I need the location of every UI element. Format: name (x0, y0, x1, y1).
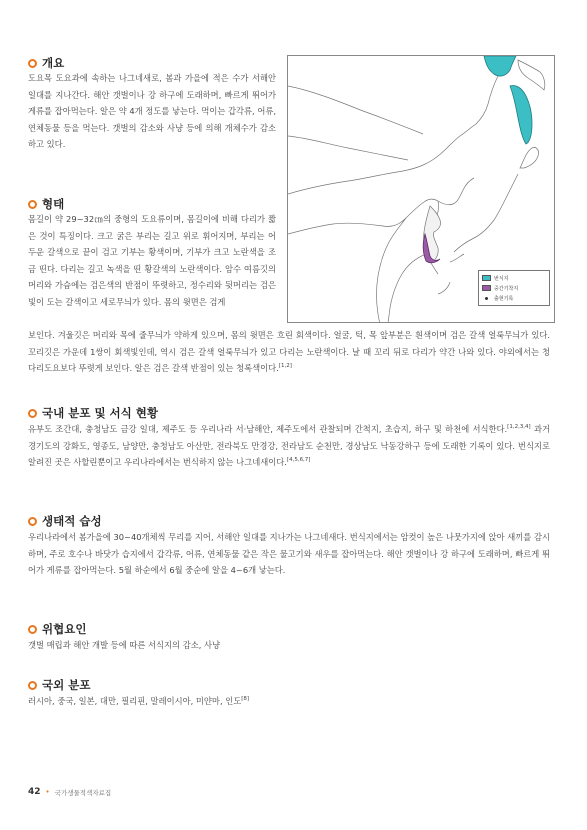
section-bullet-icon (28, 200, 37, 209)
overseas-heading: 국외 분포 (28, 677, 90, 693)
page-footer (28, 787, 111, 797)
morphology-text-wide: 보인다. 겨울깃은 머리와 목에 줄무늬가 약하게 있으며, 몸의 윗면은 흐린 회색이다. 얼굴, 턱, 목 앞부분은 흰색이며 검은 갈색 얼룩무늬가 있다. 꼬리깃은 가운데 1쌍이 회색빛인데, 역시 검은 갈색 얼룩무늬가 있고 다리는 노란색이다. 날 때 꼬리 뒤로 다리가 약간 나와 있다. 야외에서는 청다리도요보다 뚜렷게 보인다. 알은 검은 갈색 반점이 있는 청록색이다.[1,2] (28, 330, 550, 374)
morphology-text-narrow: 몸길이 약 29~32㎝의 중형의 도요류이며, 몸길이에 비해 다리가 짧은 것이 특징이다. 크고 굵은 부리는 길고 위로 휘어지며, 부리는 어두운 갈색으로 끝이 검고 기부는 황색이며, 기부가 크고 노란색을 조금 띤다. 다리는 길고 녹색을 띤 황갈색의 노란색이다. 암수 여름깃의 머리와 가슴에는 검은색의 반점이 뚜렷하고, 정수리와 뒷머리는 검은빛이 도는 갈색이고 세로무늬가 있다. 몸의 윗면은 검게 (28, 214, 276, 307)
legend-record: 출현기록 (482, 293, 546, 303)
legend-swatch-icon (482, 285, 491, 291)
ecology-heading: 생태적 습성 (28, 513, 102, 529)
section-bullet-icon (28, 409, 37, 418)
reference: [4,5,6,7] (286, 457, 311, 464)
threats-heading: 위협요인 (28, 621, 86, 637)
page-number: 42 (28, 787, 41, 797)
domestic-text: 유부도 조간대, 충청남도 금강 일대, 제주도 등 우리나라 서·남해안, 제주도에서 관찰되며 간척지, 초습지, 하구 및 하천에 서식한다.[1,2,3,4] 과거 경기도의 강화도, 영종도, 남양만, 충청남도 아산만, 전라북도 만경강, 전라남도 순천만, 경상남도 낙동강하구 등에 도래한 기록이 있다. 번식지로 알려진 곳은 사할린뿐이고 우리나라에서는 번식하지 않는 나그네새이다.[4,5,6,7] (28, 424, 550, 468)
overview-text: 도요목 도요과에 속하는 나그네새로, 봄과 가을에 적은 수가 서해안 일대를 지나간다. 해안 갯벌이나 강 하구에 도래하며, 빠르게 뛰어가 게류를 잡아먹는다. 알은 약 4개 정도를 낳는다. 먹이는 갑각류, 어류, 연체동물 등을 먹는다. 갯벌의 감소와 사냥 등에 의해 개체수가 감소하고 있다. (28, 73, 276, 150)
reference: [1,2] (278, 363, 292, 370)
reference: [8] (241, 696, 250, 703)
legend-dot-icon (485, 297, 488, 300)
morphology-heading: 형태 (28, 196, 64, 212)
domestic-heading: 국내 분포 및 서식 현황 (28, 405, 158, 421)
ecology-text: 우리나라에서 봄가을에 30~40개체씩 무리를 지어, 서해안 일대를 지나가는 나그네새다. 번식지에서는 암컷이 높은 나뭇가지에 앉아 새끼를 감시하며, 주로 호수나 바닷가 습지에서 갑각류, 어류, 연체동물 같은 작은 물고기와 새우를 잡아먹는다. 해안 갯벌이나 강 하구에 도래하며, 빠르게 뛰어가 게류를 잡아먹는다. 5월 하순에서 6월 중순에 알을 4~6개 낳는다. (28, 532, 550, 576)
section-bullet-icon (28, 517, 37, 526)
legend-stopover: 중간기착지 (482, 283, 546, 293)
threats-text: 갯벌 매립과 해안 개발 등에 따른 서식지의 감소, 사냥 (28, 640, 221, 650)
legend-breeding: 번식지 (482, 273, 546, 283)
overseas-text: 러시아, 중국, 일본, 대만, 필리핀, 말레이시아, 미얀마, 인도[8] (28, 696, 250, 706)
footer-title: 국가생물적색자료집 (54, 788, 112, 797)
footer-separator: • (45, 788, 50, 796)
reference: [1,2,3,4] (507, 424, 531, 431)
section-bullet-icon (28, 59, 37, 68)
legend-swatch-icon (482, 275, 491, 281)
map-legend (478, 270, 550, 306)
section-bullet-icon (28, 625, 37, 634)
overview-heading: 개요 (28, 55, 64, 71)
section-bullet-icon (28, 681, 37, 690)
